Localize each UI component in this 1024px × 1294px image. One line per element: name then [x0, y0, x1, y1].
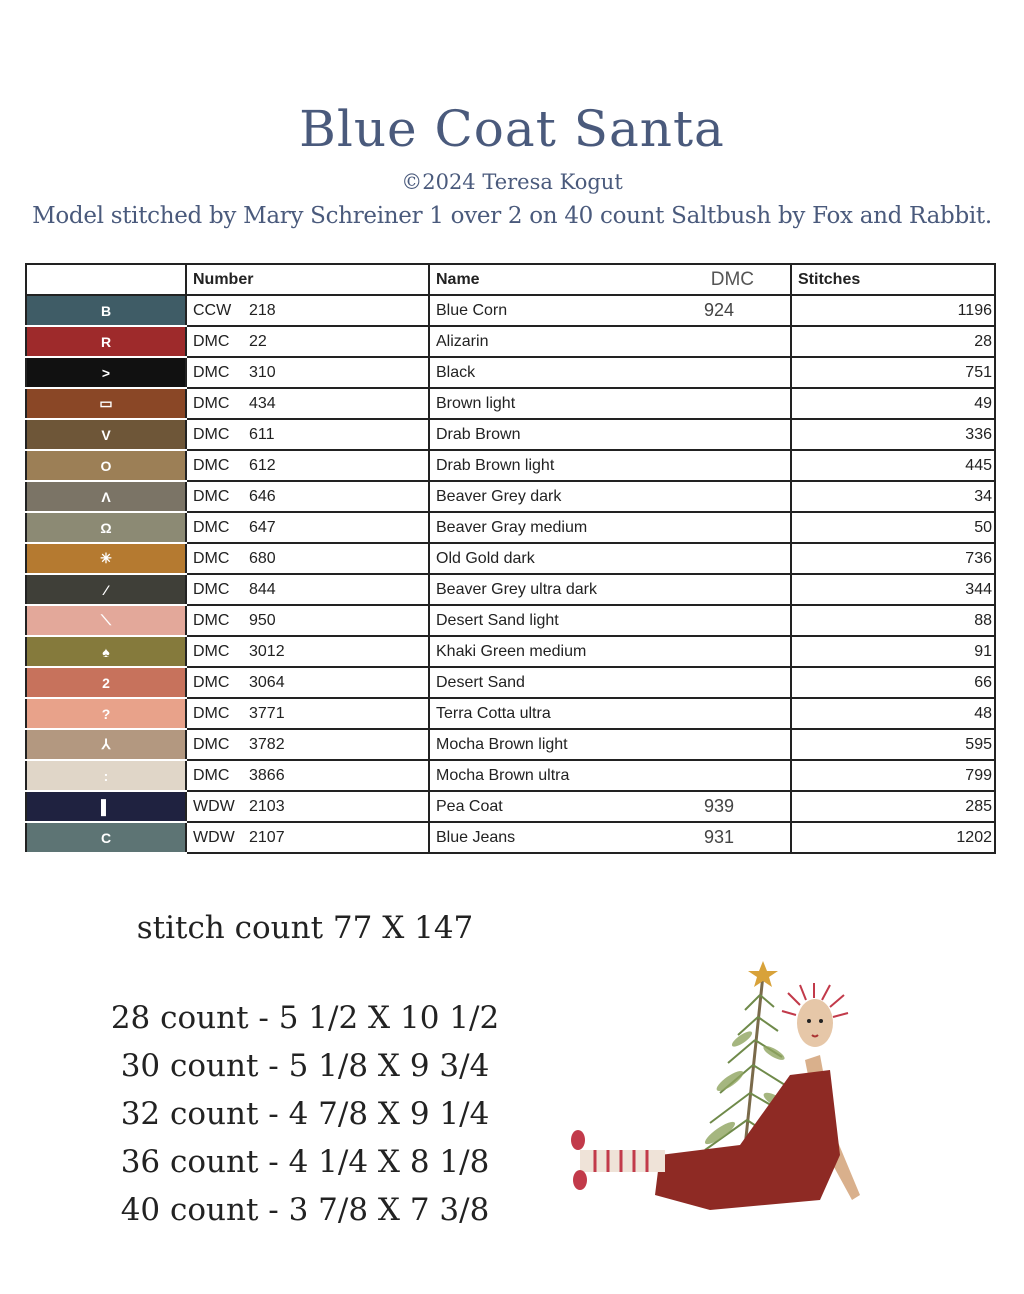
floss-code: 611 — [249, 425, 275, 443]
number-header: Number — [186, 264, 429, 295]
floss-number — [186, 450, 429, 481]
dmc-equivalent — [704, 729, 791, 760]
count-size-row: 40 count - 3 7/8 X 7 3/8 — [120, 1192, 490, 1228]
name-header: Name — [429, 264, 704, 295]
floss-name: Blue Corn — [429, 295, 704, 326]
table-row — [26, 326, 995, 357]
floss-code: 647 — [249, 518, 276, 536]
floss-number — [186, 791, 429, 822]
stitch-count-block — [95, 910, 515, 1234]
count-size-row: 28 count - 5 1/2 X 10 1/2 — [110, 1000, 500, 1036]
floss-name: Brown light — [429, 388, 704, 419]
table-row — [26, 791, 995, 822]
floss-brand: CCW — [193, 301, 232, 319]
floss-name: Desert Sand — [429, 667, 704, 698]
floss-name: Beaver Grey ultra dark — [429, 574, 704, 605]
count-size-row: 30 count - 5 1/8 X 9 3/4 — [120, 1048, 490, 1084]
floss-brand: DMC — [193, 394, 230, 412]
color-swatch — [26, 419, 186, 450]
floss-number — [186, 295, 429, 326]
floss-number — [186, 574, 429, 605]
symbol-header — [26, 264, 186, 295]
floss-number — [186, 605, 429, 636]
stitch-count-cell: 336 — [791, 419, 995, 450]
color-swatch — [26, 295, 186, 326]
floss-number — [186, 512, 429, 543]
stitch-count-cell: 799 — [791, 760, 995, 791]
floss-code: 22 — [249, 332, 267, 350]
symbol: ? — [101, 705, 111, 722]
floss-brand: DMC — [193, 611, 230, 629]
stitch-count-cell: 48 — [791, 698, 995, 729]
dmc-equivalent — [704, 388, 791, 419]
floss-number — [186, 698, 429, 729]
table-row — [26, 512, 995, 543]
table-row — [26, 822, 995, 853]
floss-name: Pea Coat — [429, 791, 704, 822]
stitch-count-cell: 285 — [791, 791, 995, 822]
table-row — [26, 667, 995, 698]
dmc-equivalent — [704, 512, 791, 543]
floss-brand: DMC — [193, 549, 230, 567]
floss-code: 612 — [249, 456, 276, 474]
color-swatch — [26, 574, 186, 605]
dmc-equivalent — [704, 667, 791, 698]
floss-number — [186, 357, 429, 388]
dmc-equivalent: 924 — [704, 295, 791, 326]
floss-code: 3866 — [249, 766, 285, 784]
floss-brand: DMC — [193, 456, 230, 474]
floss-brand: DMC — [193, 518, 230, 536]
table-header-row — [26, 264, 995, 295]
floss-name: Alizarin — [429, 326, 704, 357]
floss-code: 3771 — [249, 704, 285, 722]
color-swatch — [26, 357, 186, 388]
floss-number — [186, 636, 429, 667]
stitch-count-cell: 34 — [791, 481, 995, 512]
floss-name: Beaver Grey dark — [429, 481, 704, 512]
stitch-count-cell: 88 — [791, 605, 995, 636]
floss-number — [186, 760, 429, 791]
floss-number — [186, 543, 429, 574]
table-row — [26, 419, 995, 450]
floss-brand: DMC — [193, 766, 230, 784]
count-size-row: 36 count - 4 1/4 X 8 1/8 — [120, 1144, 490, 1180]
stitch-count-cell: 50 — [791, 512, 995, 543]
table-row — [26, 729, 995, 760]
color-swatch — [26, 636, 186, 667]
table-row — [26, 605, 995, 636]
symbol: Ω — [100, 519, 112, 536]
dmc-equivalent — [704, 636, 791, 667]
stitch-count-cell: 736 — [791, 543, 995, 574]
dmc-equivalent — [704, 419, 791, 450]
symbol: Λ — [101, 488, 111, 505]
stitch-count-cell: 751 — [791, 357, 995, 388]
color-swatch — [26, 822, 186, 853]
floss-code: 434 — [249, 394, 276, 412]
table-row — [26, 636, 995, 667]
floss-brand: DMC — [193, 704, 230, 722]
dmc-equivalent — [704, 450, 791, 481]
table-row — [26, 450, 995, 481]
dmc-equivalent — [704, 760, 791, 791]
floss-name: Terra Cotta ultra — [429, 698, 704, 729]
floss-number — [186, 729, 429, 760]
floss-name: Khaki Green medium — [429, 636, 704, 667]
floss-name: Drab Brown — [429, 419, 704, 450]
floss-name: Mocha Brown light — [429, 729, 704, 760]
color-swatch — [26, 667, 186, 698]
floss-brand: DMC — [193, 673, 230, 691]
floss-name: Drab Brown light — [429, 450, 704, 481]
dmc-equivalent — [704, 357, 791, 388]
stitch-count-cell: 28 — [791, 326, 995, 357]
table-row — [26, 698, 995, 729]
color-swatch — [26, 791, 186, 822]
stitch-count-cell: 445 — [791, 450, 995, 481]
color-swatch — [26, 481, 186, 512]
floss-brand: DMC — [193, 580, 230, 598]
dmc-equivalent — [704, 326, 791, 357]
floss-brand: WDW — [193, 797, 235, 815]
floss-number — [186, 481, 429, 512]
color-swatch — [26, 450, 186, 481]
floss-code: 310 — [249, 363, 276, 381]
floss-brand: DMC — [193, 332, 230, 350]
symbol: ⟍ — [101, 612, 111, 628]
stitch-count: stitch count 77 X 147 — [136, 910, 474, 946]
floss-code: 844 — [249, 580, 276, 598]
floss-name: Desert Sand light — [429, 605, 704, 636]
color-swatch — [26, 729, 186, 760]
floss-name: Blue Jeans — [429, 822, 704, 853]
symbol: : — [103, 767, 109, 784]
floss-table — [25, 263, 996, 854]
stitch-count-cell: 595 — [791, 729, 995, 760]
floss-code: 3012 — [249, 642, 285, 660]
floss-code: 3782 — [249, 735, 285, 753]
floss-code: 2103 — [249, 797, 285, 815]
floss-brand: DMC — [193, 363, 230, 381]
stitch-count-cell: 49 — [791, 388, 995, 419]
floss-code: 950 — [249, 611, 276, 629]
symbol: R — [100, 333, 112, 350]
floss-number — [186, 419, 429, 450]
stitch-count-cell: 344 — [791, 574, 995, 605]
table-row — [26, 574, 995, 605]
symbol: ⁄ — [104, 581, 108, 598]
floss-code: 646 — [249, 487, 276, 505]
table-row — [26, 543, 995, 574]
floss-brand: DMC — [193, 425, 230, 443]
color-swatch — [26, 543, 186, 574]
table-row — [26, 481, 995, 512]
dmc-equivalent — [704, 574, 791, 605]
floss-number — [186, 667, 429, 698]
color-swatch — [26, 326, 186, 357]
stitch-count-cell: 1202 — [791, 822, 995, 853]
symbol: ▭ — [99, 395, 113, 411]
floss-code: 2107 — [249, 828, 285, 846]
stitch-count-cell: 66 — [791, 667, 995, 698]
symbol: O — [100, 457, 112, 474]
symbol: 2 — [102, 674, 110, 691]
floss-brand: DMC — [193, 487, 230, 505]
floss-name: Black — [429, 357, 704, 388]
floss-name: Old Gold dark — [429, 543, 704, 574]
symbol: > — [101, 364, 111, 381]
floss-name: Beaver Gray medium — [429, 512, 704, 543]
floss-number — [186, 326, 429, 357]
table-row — [26, 388, 995, 419]
model-note: Model stitched by Mary Schreiner 1 over 2 on 40 count Saltbush by Fox and Rabbit. — [32, 203, 992, 229]
table-row — [26, 357, 995, 388]
symbol: ✳ — [100, 550, 112, 566]
floss-number — [186, 388, 429, 419]
santa-with-tree-illustration — [560, 955, 880, 1235]
floss-number — [186, 822, 429, 853]
symbol: C — [100, 829, 112, 846]
dmc-equivalent — [704, 605, 791, 636]
color-swatch — [26, 760, 186, 791]
page-title: Blue Coat Santa — [299, 100, 725, 158]
floss-brand: DMC — [193, 735, 230, 753]
floss-brand: DMC — [193, 642, 230, 660]
color-swatch — [26, 605, 186, 636]
color-swatch — [26, 512, 186, 543]
color-swatch — [26, 388, 186, 419]
stitch-count-cell: 1196 — [791, 295, 995, 326]
symbol: B — [100, 302, 112, 319]
floss-code: 3064 — [249, 673, 285, 691]
table-row — [26, 295, 995, 326]
dmc-equivalent — [704, 543, 791, 574]
symbol: ♠ — [102, 643, 110, 660]
symbol: ▌ — [101, 798, 111, 815]
color-swatch — [26, 698, 186, 729]
table-row — [26, 760, 995, 791]
dmc-equivalent: 939 — [704, 791, 791, 822]
dmc-equivalent — [704, 481, 791, 512]
copyright: ©2024 Teresa Kogut — [401, 170, 623, 194]
floss-name: Mocha Brown ultra — [429, 760, 704, 791]
floss-code: 218 — [249, 301, 276, 319]
stitch-count-cell: 91 — [791, 636, 995, 667]
floss-code: 680 — [249, 549, 276, 567]
dmc-equivalent: 931 — [704, 822, 791, 853]
dmc-equivalent — [704, 698, 791, 729]
stitches-header: Stitches — [791, 264, 995, 295]
symbol: V — [101, 426, 111, 443]
symbol: ⅄ — [101, 736, 111, 752]
count-size-row: 32 count - 4 7/8 X 9 1/4 — [120, 1096, 490, 1132]
floss-brand: WDW — [193, 828, 235, 846]
floss-table-body — [26, 295, 995, 853]
dmc-header: DMC — [704, 264, 791, 295]
